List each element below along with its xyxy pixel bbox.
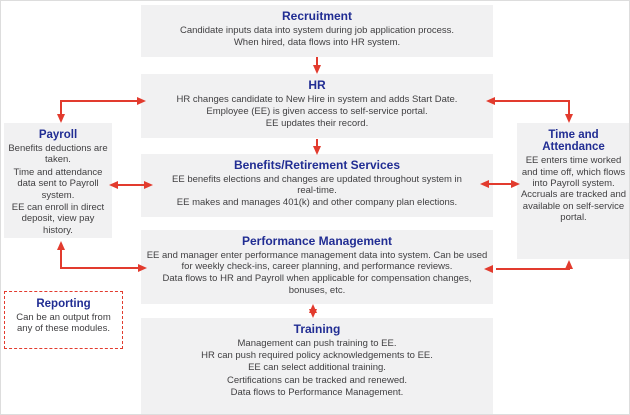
payroll-text: Benefits deductions are taken.	[8, 143, 108, 166]
recruitment-text: When hired, data flows into HR system.	[233, 36, 401, 48]
recruitment-text: Candidate inputs data into system during job application process.	[179, 24, 455, 36]
training-box	[141, 318, 493, 415]
benefits-title: Benefits/Retirement Services	[233, 158, 401, 172]
time-attendance-text: EE enters time worked and time off, which flows into Payroll system. Accruals are tracked and available on self-service portal.	[520, 155, 627, 224]
hr-text: EE updates their record.	[265, 118, 369, 130]
performance-text: EE and manager enter performance management data into system. Can be used for weekly check-ins, career planning, and performance reviews.	[146, 249, 488, 272]
payroll-text: EE can enroll in direct deposit, view pay history.	[11, 202, 105, 236]
performance-text: Data flows to HR and Payroll when applicable for compensation changes, bonuses, etc.	[162, 273, 472, 296]
recruitment-box	[141, 5, 493, 57]
training-text: EE can select additional training.	[248, 362, 386, 374]
benefits-text: EE benefits elections and changes are updated throughout system in real-time.	[172, 173, 462, 196]
performance-title: Performance Management	[241, 234, 393, 248]
recruitment-title: Recruitment	[281, 9, 352, 23]
hr-box	[141, 74, 493, 138]
payroll-title: Payroll	[38, 129, 78, 141]
time-attendance-title: Time and Attendance	[542, 129, 605, 154]
training-title: Training	[293, 322, 341, 336]
hr-text: Employee (EE) is given access to self-service portal.	[206, 105, 428, 117]
training-text: HR can push required policy acknowledgements to EE.	[201, 349, 433, 361]
benefits-text: EE makes and manages 401(k) and other company plan elections.	[176, 197, 458, 209]
reporting-box	[4, 291, 123, 349]
training-text: Certifications can be tracked and renewed.	[226, 374, 408, 386]
time-attendance-box	[517, 123, 630, 259]
payroll-box	[4, 123, 112, 238]
hr-title: HR	[308, 78, 326, 92]
payroll-text: Time and attendance data sent to Payroll system.	[13, 166, 103, 201]
benefits-box	[141, 154, 493, 217]
reporting-text: Can be an output from any of these modules.	[16, 312, 111, 335]
reporting-title: Reporting	[36, 298, 91, 310]
training-text: Data flows to Performance Management.	[230, 387, 404, 399]
hr-text: HR changes candidate to New Hire in system and adds Start Date.	[176, 93, 458, 105]
performance-box	[141, 230, 493, 304]
training-text: Management can push training to EE.	[237, 337, 397, 349]
